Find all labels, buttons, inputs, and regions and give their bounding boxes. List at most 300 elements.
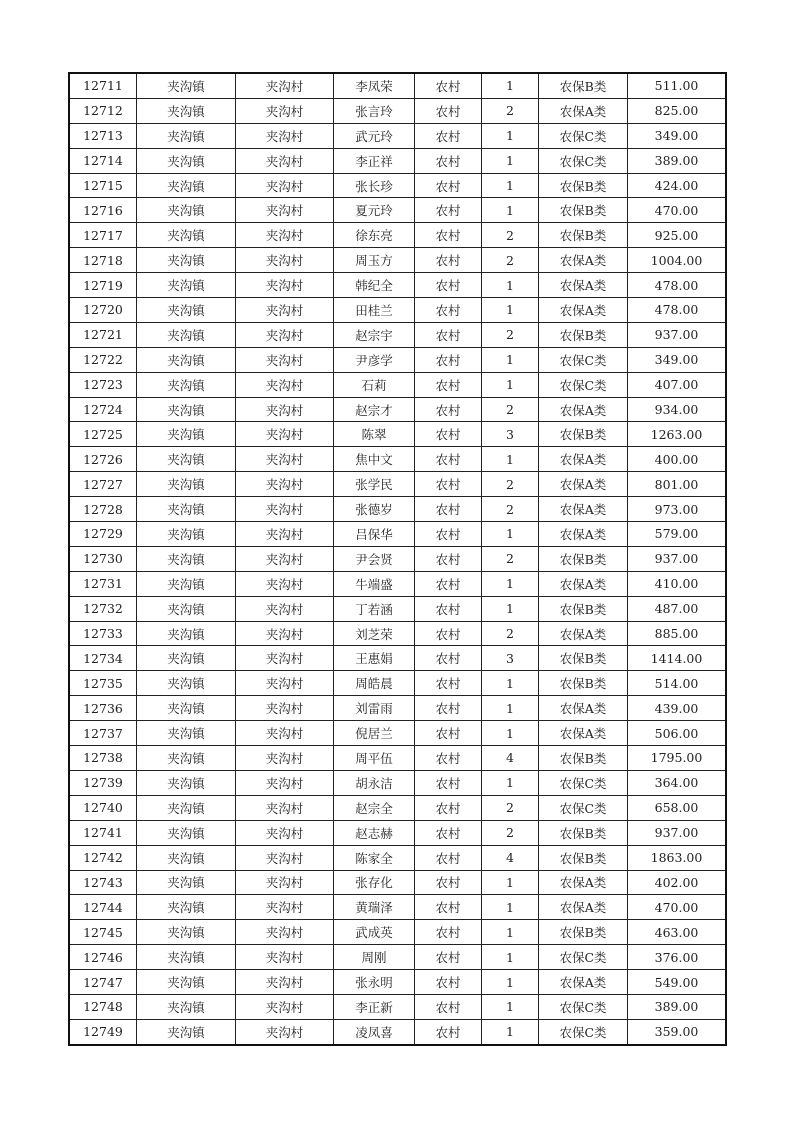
village-cell: 夹沟村 [236, 945, 334, 970]
village-cell: 夹沟村 [236, 422, 334, 447]
category-cell: 农保A类 [539, 472, 628, 497]
household-type-cell: 农村 [415, 223, 482, 248]
serial-number-cell: 12744 [69, 895, 137, 920]
table-row [69, 372, 726, 397]
name-cell: 李正新 [334, 994, 415, 1019]
household-type-cell: 农村 [415, 322, 482, 347]
member-count-cell: 1 [482, 770, 539, 795]
name-cell: 黄瑞泽 [334, 895, 415, 920]
village-cell: 夹沟村 [236, 696, 334, 721]
amount-cell: 658.00 [628, 795, 727, 820]
serial-number-cell: 12716 [69, 198, 137, 223]
name-cell: 张长珍 [334, 173, 415, 198]
member-count-cell: 2 [482, 472, 539, 497]
member-count-cell: 1 [482, 994, 539, 1019]
village-cell: 夹沟村 [236, 397, 334, 422]
serial-number-cell: 12727 [69, 472, 137, 497]
name-cell: 尹彦学 [334, 347, 415, 372]
member-count-cell: 1 [482, 696, 539, 721]
category-cell: 农保B类 [539, 422, 628, 447]
town-cell: 夹沟镇 [137, 970, 236, 995]
name-cell: 李凤荣 [334, 73, 415, 98]
town-cell: 夹沟镇 [137, 845, 236, 870]
table-row [69, 994, 726, 1019]
category-cell: 农保B类 [539, 746, 628, 771]
village-cell: 夹沟村 [236, 571, 334, 596]
household-type-cell: 农村 [415, 845, 482, 870]
household-type-cell: 农村 [415, 422, 482, 447]
category-cell: 农保C类 [539, 1019, 628, 1044]
town-cell: 夹沟镇 [137, 497, 236, 522]
category-cell: 农保B类 [539, 820, 628, 845]
member-count-cell: 1 [482, 671, 539, 696]
household-type-cell: 农村 [415, 696, 482, 721]
village-cell: 夹沟村 [236, 98, 334, 123]
category-cell: 农保C类 [539, 945, 628, 970]
serial-number-cell: 12737 [69, 721, 137, 746]
name-cell: 周玉方 [334, 248, 415, 273]
table-row [69, 123, 726, 148]
table-row [69, 970, 726, 995]
member-count-cell: 4 [482, 845, 539, 870]
document-page [68, 72, 727, 1046]
serial-number-cell: 12731 [69, 571, 137, 596]
town-cell: 夹沟镇 [137, 621, 236, 646]
table-row [69, 546, 726, 571]
table-row [69, 621, 726, 646]
table-row [69, 571, 726, 596]
table-row [69, 522, 726, 547]
amount-cell: 1863.00 [628, 845, 727, 870]
serial-number-cell: 12714 [69, 148, 137, 173]
member-count-cell: 2 [482, 820, 539, 845]
amount-cell: 934.00 [628, 397, 727, 422]
category-cell: 农保A类 [539, 696, 628, 721]
member-count-cell: 1 [482, 945, 539, 970]
amount-cell: 478.00 [628, 273, 727, 298]
name-cell: 武元玲 [334, 123, 415, 148]
table-row [69, 696, 726, 721]
household-type-cell: 农村 [415, 447, 482, 472]
town-cell: 夹沟镇 [137, 273, 236, 298]
category-cell: 农保C类 [539, 123, 628, 148]
household-type-cell: 农村 [415, 970, 482, 995]
amount-cell: 470.00 [628, 198, 727, 223]
household-type-cell: 农村 [415, 248, 482, 273]
serial-number-cell: 12713 [69, 123, 137, 148]
serial-number-cell: 12747 [69, 970, 137, 995]
household-type-cell: 农村 [415, 123, 482, 148]
household-type-cell: 农村 [415, 98, 482, 123]
category-cell: 农保A类 [539, 721, 628, 746]
town-cell: 夹沟镇 [137, 596, 236, 621]
member-count-cell: 2 [482, 621, 539, 646]
table-row [69, 820, 726, 845]
member-count-cell: 1 [482, 347, 539, 372]
member-count-cell: 2 [482, 322, 539, 347]
serial-number-cell: 12711 [69, 73, 137, 98]
town-cell: 夹沟镇 [137, 322, 236, 347]
table-row [69, 298, 726, 323]
serial-number-cell: 12718 [69, 248, 137, 273]
table-row [69, 870, 726, 895]
household-type-cell: 农村 [415, 596, 482, 621]
name-cell: 张德岁 [334, 497, 415, 522]
name-cell: 赵宗才 [334, 397, 415, 422]
member-count-cell: 1 [482, 73, 539, 98]
household-type-cell: 农村 [415, 671, 482, 696]
table-row [69, 497, 726, 522]
member-count-cell: 1 [482, 148, 539, 173]
serial-number-cell: 12725 [69, 422, 137, 447]
town-cell: 夹沟镇 [137, 248, 236, 273]
serial-number-cell: 12719 [69, 273, 137, 298]
amount-cell: 1795.00 [628, 746, 727, 771]
town-cell: 夹沟镇 [137, 920, 236, 945]
town-cell: 夹沟镇 [137, 173, 236, 198]
category-cell: 农保B类 [539, 198, 628, 223]
household-type-cell: 农村 [415, 820, 482, 845]
amount-cell: 937.00 [628, 546, 727, 571]
village-cell: 夹沟村 [236, 870, 334, 895]
serial-number-cell: 12746 [69, 945, 137, 970]
town-cell: 夹沟镇 [137, 895, 236, 920]
amount-cell: 801.00 [628, 472, 727, 497]
town-cell: 夹沟镇 [137, 472, 236, 497]
household-type-cell: 农村 [415, 173, 482, 198]
category-cell: 农保B类 [539, 646, 628, 671]
serial-number-cell: 12730 [69, 546, 137, 571]
amount-cell: 514.00 [628, 671, 727, 696]
serial-number-cell: 12736 [69, 696, 137, 721]
name-cell: 刘雷雨 [334, 696, 415, 721]
town-cell: 夹沟镇 [137, 397, 236, 422]
amount-cell: 1004.00 [628, 248, 727, 273]
town-cell: 夹沟镇 [137, 646, 236, 671]
category-cell: 农保A类 [539, 895, 628, 920]
member-count-cell: 2 [482, 795, 539, 820]
town-cell: 夹沟镇 [137, 770, 236, 795]
town-cell: 夹沟镇 [137, 298, 236, 323]
table-row [69, 422, 726, 447]
town-cell: 夹沟镇 [137, 546, 236, 571]
household-type-cell: 农村 [415, 870, 482, 895]
category-cell: 农保B类 [539, 73, 628, 98]
name-cell: 吕保华 [334, 522, 415, 547]
category-cell: 农保A类 [539, 870, 628, 895]
household-type-cell: 农村 [415, 347, 482, 372]
amount-cell: 1414.00 [628, 646, 727, 671]
table-row [69, 845, 726, 870]
village-cell: 夹沟村 [236, 621, 334, 646]
name-cell: 赵宗宇 [334, 322, 415, 347]
table-row [69, 945, 726, 970]
serial-number-cell: 12743 [69, 870, 137, 895]
allowance-table [68, 72, 727, 1046]
village-cell: 夹沟村 [236, 322, 334, 347]
name-cell: 石莉 [334, 372, 415, 397]
amount-cell: 410.00 [628, 571, 727, 596]
amount-cell: 359.00 [628, 1019, 727, 1044]
name-cell: 张存化 [334, 870, 415, 895]
name-cell: 张永明 [334, 970, 415, 995]
member-count-cell: 1 [482, 721, 539, 746]
amount-cell: 407.00 [628, 372, 727, 397]
table-row [69, 472, 726, 497]
name-cell: 赵宗全 [334, 795, 415, 820]
village-cell: 夹沟村 [236, 845, 334, 870]
table-row [69, 198, 726, 223]
member-count-cell: 1 [482, 920, 539, 945]
household-type-cell: 农村 [415, 571, 482, 596]
town-cell: 夹沟镇 [137, 123, 236, 148]
member-count-cell: 1 [482, 522, 539, 547]
village-cell: 夹沟村 [236, 1019, 334, 1044]
town-cell: 夹沟镇 [137, 1019, 236, 1044]
serial-number-cell: 12741 [69, 820, 137, 845]
amount-cell: 463.00 [628, 920, 727, 945]
table-row [69, 273, 726, 298]
member-count-cell: 4 [482, 746, 539, 771]
household-type-cell: 农村 [415, 546, 482, 571]
household-type-cell: 农村 [415, 994, 482, 1019]
amount-cell: 885.00 [628, 621, 727, 646]
name-cell: 夏元玲 [334, 198, 415, 223]
category-cell: 农保A类 [539, 522, 628, 547]
serial-number-cell: 12749 [69, 1019, 137, 1044]
member-count-cell: 2 [482, 397, 539, 422]
category-cell: 农保C类 [539, 372, 628, 397]
amount-cell: 424.00 [628, 173, 727, 198]
village-cell: 夹沟村 [236, 970, 334, 995]
serial-number-cell: 12717 [69, 223, 137, 248]
village-cell: 夹沟村 [236, 920, 334, 945]
name-cell: 韩纪全 [334, 273, 415, 298]
table-row [69, 322, 726, 347]
amount-cell: 937.00 [628, 820, 727, 845]
category-cell: 农保A类 [539, 447, 628, 472]
household-type-cell: 农村 [415, 895, 482, 920]
village-cell: 夹沟村 [236, 721, 334, 746]
member-count-cell: 1 [482, 447, 539, 472]
name-cell: 张学民 [334, 472, 415, 497]
town-cell: 夹沟镇 [137, 721, 236, 746]
serial-number-cell: 12734 [69, 646, 137, 671]
village-cell: 夹沟村 [236, 671, 334, 696]
amount-cell: 549.00 [628, 970, 727, 995]
amount-cell: 478.00 [628, 298, 727, 323]
serial-number-cell: 12723 [69, 372, 137, 397]
table-row [69, 770, 726, 795]
name-cell: 焦中文 [334, 447, 415, 472]
village-cell: 夹沟村 [236, 372, 334, 397]
member-count-cell: 2 [482, 223, 539, 248]
household-type-cell: 农村 [415, 746, 482, 771]
category-cell: 农保A类 [539, 970, 628, 995]
serial-number-cell: 12712 [69, 98, 137, 123]
town-cell: 夹沟镇 [137, 98, 236, 123]
village-cell: 夹沟村 [236, 472, 334, 497]
category-cell: 农保C类 [539, 770, 628, 795]
name-cell: 赵志赫 [334, 820, 415, 845]
town-cell: 夹沟镇 [137, 422, 236, 447]
name-cell: 周皓晨 [334, 671, 415, 696]
table-row [69, 98, 726, 123]
name-cell: 胡永洁 [334, 770, 415, 795]
name-cell: 张言玲 [334, 98, 415, 123]
amount-cell: 506.00 [628, 721, 727, 746]
village-cell: 夹沟村 [236, 596, 334, 621]
household-type-cell: 农村 [415, 298, 482, 323]
town-cell: 夹沟镇 [137, 870, 236, 895]
town-cell: 夹沟镇 [137, 223, 236, 248]
amount-cell: 825.00 [628, 98, 727, 123]
serial-number-cell: 12732 [69, 596, 137, 621]
serial-number-cell: 12728 [69, 497, 137, 522]
household-type-cell: 农村 [415, 397, 482, 422]
category-cell: 农保B类 [539, 845, 628, 870]
serial-number-cell: 12729 [69, 522, 137, 547]
member-count-cell: 1 [482, 198, 539, 223]
amount-cell: 579.00 [628, 522, 727, 547]
household-type-cell: 农村 [415, 198, 482, 223]
serial-number-cell: 12720 [69, 298, 137, 323]
village-cell: 夹沟村 [236, 895, 334, 920]
village-cell: 夹沟村 [236, 347, 334, 372]
town-cell: 夹沟镇 [137, 994, 236, 1019]
category-cell: 农保C类 [539, 994, 628, 1019]
amount-cell: 937.00 [628, 322, 727, 347]
household-type-cell: 农村 [415, 1019, 482, 1044]
village-cell: 夹沟村 [236, 497, 334, 522]
village-cell: 夹沟村 [236, 646, 334, 671]
serial-number-cell: 12738 [69, 746, 137, 771]
member-count-cell: 2 [482, 497, 539, 522]
name-cell: 尹会贤 [334, 546, 415, 571]
amount-cell: 511.00 [628, 73, 727, 98]
household-type-cell: 农村 [415, 372, 482, 397]
town-cell: 夹沟镇 [137, 696, 236, 721]
village-cell: 夹沟村 [236, 746, 334, 771]
table-row [69, 73, 726, 98]
village-cell: 夹沟村 [236, 994, 334, 1019]
village-cell: 夹沟村 [236, 770, 334, 795]
category-cell: 农保B类 [539, 671, 628, 696]
village-cell: 夹沟村 [236, 223, 334, 248]
amount-cell: 1263.00 [628, 422, 727, 447]
table-row [69, 596, 726, 621]
household-type-cell: 农村 [415, 920, 482, 945]
table-body [69, 73, 726, 1045]
serial-number-cell: 12739 [69, 770, 137, 795]
amount-cell: 402.00 [628, 870, 727, 895]
name-cell: 丁若涵 [334, 596, 415, 621]
category-cell: 农保A类 [539, 98, 628, 123]
household-type-cell: 农村 [415, 73, 482, 98]
household-type-cell: 农村 [415, 522, 482, 547]
table-row [69, 148, 726, 173]
town-cell: 夹沟镇 [137, 945, 236, 970]
household-type-cell: 农村 [415, 721, 482, 746]
category-cell: 农保B类 [539, 596, 628, 621]
name-cell: 周平伍 [334, 746, 415, 771]
member-count-cell: 1 [482, 273, 539, 298]
village-cell: 夹沟村 [236, 148, 334, 173]
household-type-cell: 农村 [415, 472, 482, 497]
household-type-cell: 农村 [415, 621, 482, 646]
town-cell: 夹沟镇 [137, 820, 236, 845]
town-cell: 夹沟镇 [137, 447, 236, 472]
member-count-cell: 1 [482, 372, 539, 397]
village-cell: 夹沟村 [236, 795, 334, 820]
table-row [69, 223, 726, 248]
member-count-cell: 1 [482, 970, 539, 995]
serial-number-cell: 12722 [69, 347, 137, 372]
category-cell: 农保B类 [539, 173, 628, 198]
table-row [69, 646, 726, 671]
town-cell: 夹沟镇 [137, 571, 236, 596]
table-row [69, 173, 726, 198]
serial-number-cell: 12715 [69, 173, 137, 198]
amount-cell: 376.00 [628, 945, 727, 970]
member-count-cell: 2 [482, 98, 539, 123]
amount-cell: 364.00 [628, 770, 727, 795]
amount-cell: 349.00 [628, 347, 727, 372]
category-cell: 农保C类 [539, 148, 628, 173]
category-cell: 农保A类 [539, 397, 628, 422]
table-row [69, 721, 726, 746]
table-row [69, 1019, 726, 1044]
serial-number-cell: 12733 [69, 621, 137, 646]
serial-number-cell: 12740 [69, 795, 137, 820]
village-cell: 夹沟村 [236, 522, 334, 547]
household-type-cell: 农村 [415, 646, 482, 671]
category-cell: 农保A类 [539, 571, 628, 596]
name-cell: 陈家全 [334, 845, 415, 870]
table-row [69, 447, 726, 472]
name-cell: 田桂兰 [334, 298, 415, 323]
category-cell: 农保B类 [539, 223, 628, 248]
household-type-cell: 农村 [415, 770, 482, 795]
member-count-cell: 1 [482, 870, 539, 895]
category-cell: 农保A类 [539, 248, 628, 273]
member-count-cell: 1 [482, 298, 539, 323]
category-cell: 农保B类 [539, 322, 628, 347]
member-count-cell: 1 [482, 1019, 539, 1044]
category-cell: 农保C类 [539, 347, 628, 372]
name-cell: 李正祥 [334, 148, 415, 173]
table-row [69, 746, 726, 771]
household-type-cell: 农村 [415, 497, 482, 522]
amount-cell: 439.00 [628, 696, 727, 721]
amount-cell: 389.00 [628, 994, 727, 1019]
town-cell: 夹沟镇 [137, 671, 236, 696]
serial-number-cell: 12745 [69, 920, 137, 945]
member-count-cell: 1 [482, 571, 539, 596]
amount-cell: 487.00 [628, 596, 727, 621]
village-cell: 夹沟村 [236, 546, 334, 571]
village-cell: 夹沟村 [236, 298, 334, 323]
town-cell: 夹沟镇 [137, 73, 236, 98]
serial-number-cell: 12721 [69, 322, 137, 347]
town-cell: 夹沟镇 [137, 347, 236, 372]
name-cell: 陈翠 [334, 422, 415, 447]
village-cell: 夹沟村 [236, 123, 334, 148]
name-cell: 徐东亮 [334, 223, 415, 248]
member-count-cell: 3 [482, 646, 539, 671]
name-cell: 牛端盛 [334, 571, 415, 596]
table-row [69, 397, 726, 422]
